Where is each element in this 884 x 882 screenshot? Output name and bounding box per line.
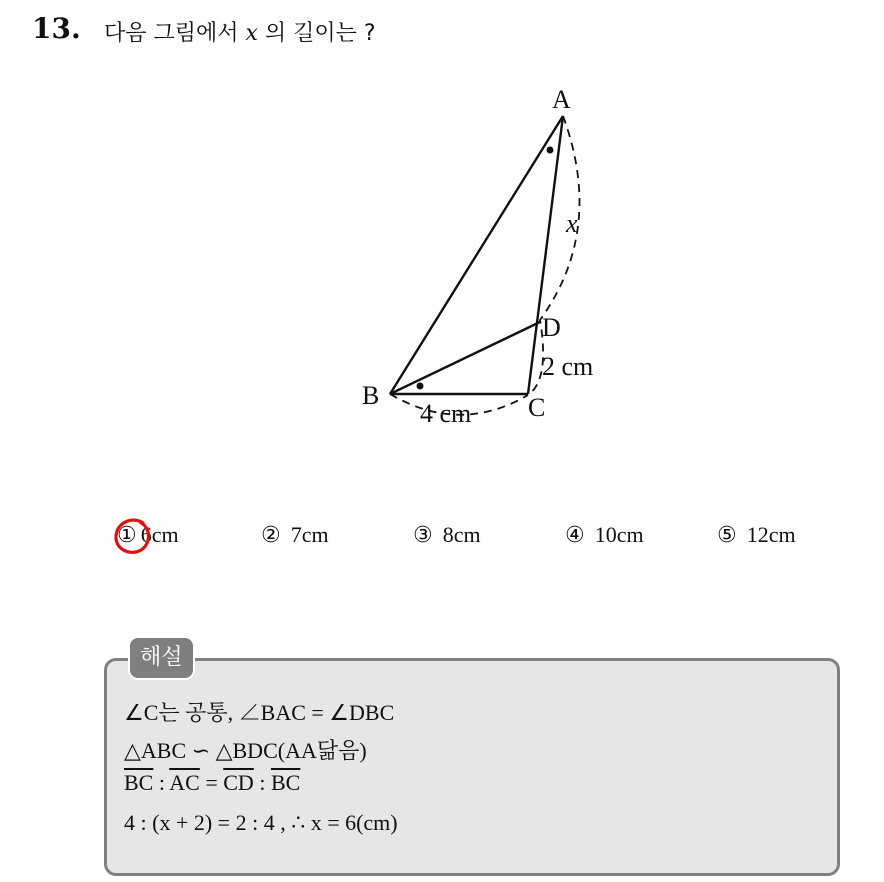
solution-line-1: ∠C는 공통, ∠BAC = ∠DBC — [124, 700, 395, 725]
question-text — [104, 16, 376, 47]
solution-line-3 — [124, 770, 300, 796]
solution-box — [104, 658, 840, 876]
question-variable: x — [245, 21, 258, 46]
triangle-figure — [340, 80, 640, 440]
ratio-colon-2: : — [253, 770, 271, 795]
label-b: B — [362, 381, 380, 410]
choice-5[interactable] — [717, 522, 796, 548]
label-cd-length: 2 cm — [542, 352, 594, 381]
equals-sign: = — [199, 770, 224, 795]
solution-line-4: 4 : (x + 2) = 2 : 4 , ∴ x = 6(cm) — [124, 810, 398, 835]
question-number: 13. — [32, 12, 81, 45]
choice-4-number: ④ — [565, 523, 585, 548]
choice-2-text: 7cm — [290, 522, 329, 547]
question-text-after: 의 길이는 ? — [257, 21, 376, 46]
choice-4[interactable] — [565, 522, 644, 548]
choice-3[interactable] — [413, 522, 481, 548]
choice-2[interactable] — [261, 522, 329, 548]
label-a: A — [552, 85, 571, 114]
answer-choices — [105, 522, 865, 558]
answer-mark-circle — [111, 514, 157, 560]
solution-line-2: △ABC ∽ △BDC(AA닮음) — [124, 738, 367, 763]
choice-4-text: 10cm — [594, 522, 644, 547]
angle-mark-a — [547, 147, 554, 154]
angle-mark-b — [417, 383, 424, 390]
question-text-before: 다음 그림에서 — [104, 21, 246, 46]
choice-2-number: ② — [261, 523, 281, 548]
segment-ac: $\overline{AC}$ — [169, 770, 200, 795]
choice-1-number: ① — [117, 523, 137, 548]
choice-3-text: 8cm — [442, 522, 481, 547]
label-c: C — [528, 393, 546, 422]
choice-3-number: ③ — [413, 523, 433, 548]
label-d: D — [542, 313, 561, 342]
label-x: x — [566, 209, 578, 238]
segment-cd: $\overline{CD}$ — [223, 770, 254, 795]
ratio-colon-1: : — [153, 770, 170, 795]
solution-tag: 해설 — [128, 636, 195, 680]
choice-1[interactable] — [117, 522, 179, 548]
segment-bc-1: $\overline{BC}$ — [124, 770, 154, 795]
choice-1-text: 6cm — [140, 522, 179, 547]
choice-5-number: ⑤ — [717, 523, 737, 548]
label-bc-length: 4 cm — [420, 399, 472, 428]
choice-5-text: 12cm — [746, 522, 796, 547]
segment-bc-2: $\overline{BC}$ — [270, 770, 301, 795]
